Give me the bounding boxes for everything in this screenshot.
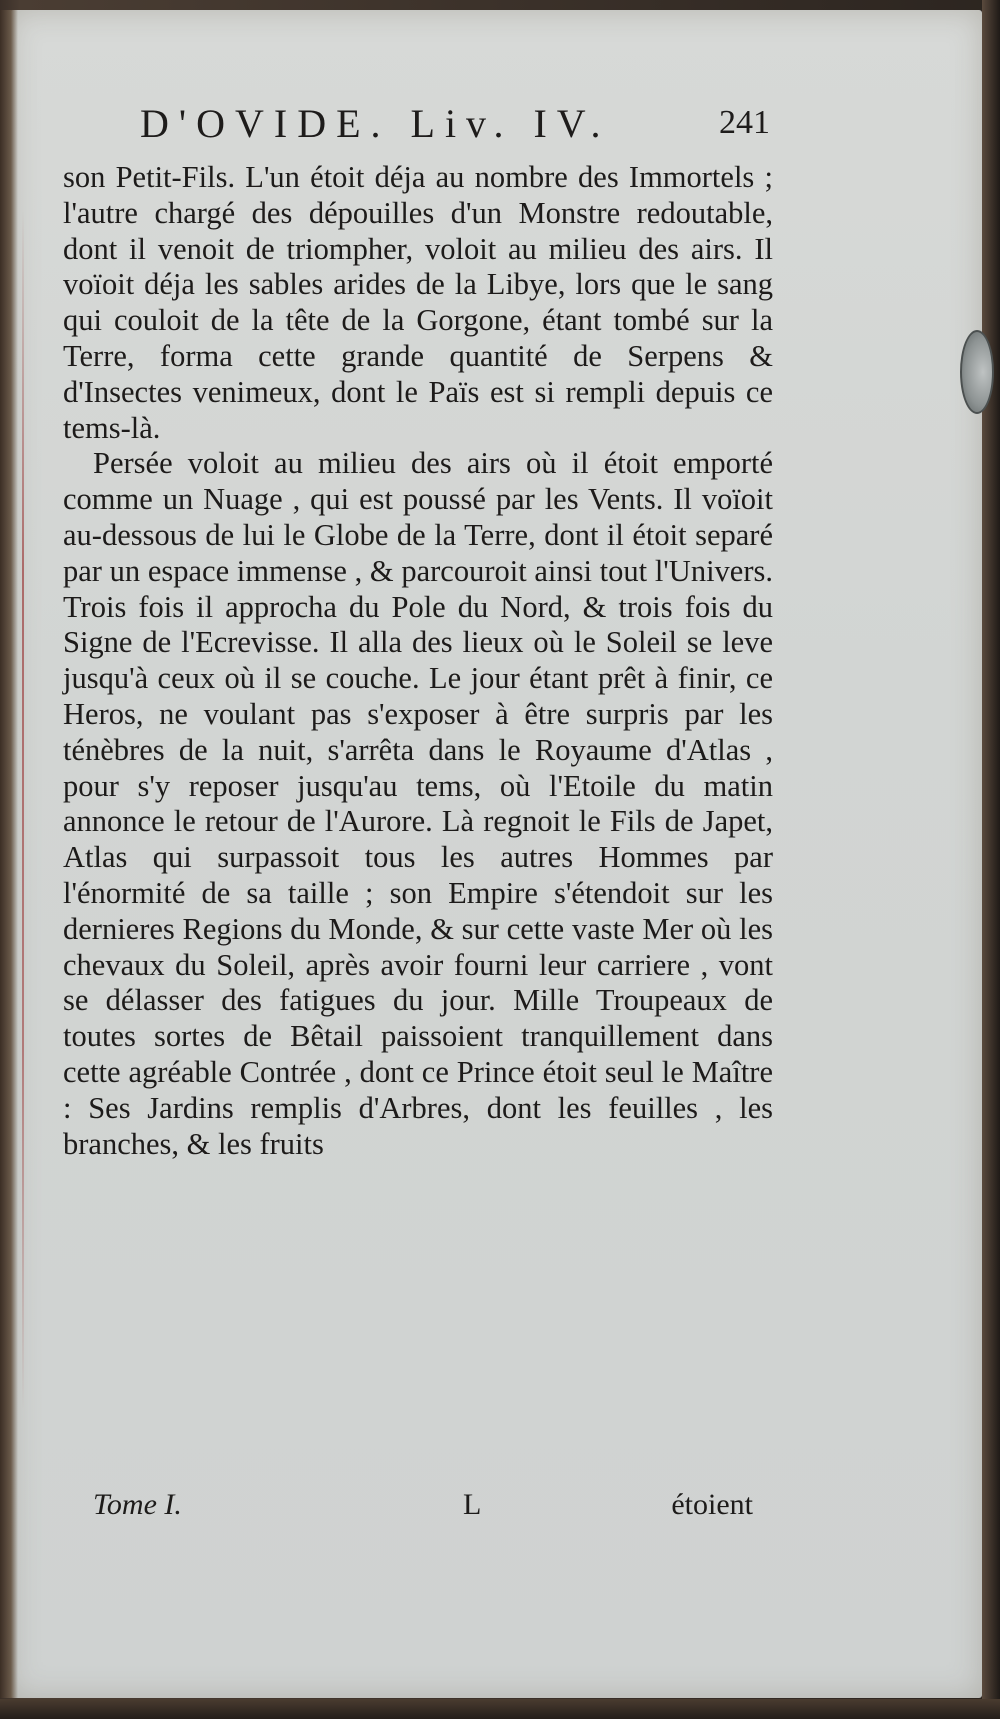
page-footer (93, 1488, 753, 1528)
paragraph: Persée voloit au milieu des airs où il étoit emporté comme un Nuage , qui est poussé par les Vents. Il voïoit au-dessous de lui le Globe de la Terre, dont il étoit separé par un espace immense , & parcouroit ainsi tout l'Univers. Trois fois il approcha du Pole du Nord, & trois fois du Signe de l'Ecrevisse. Il alla des lieux où le Soleil se leve jusqu'à ceux où il se couche. Le jour étant prêt à finir, ce Heros, ne voulant pas s'exposer à être surpris par les ténèbres de la nuit, s'arrêta dans le Royaume d'Atlas , pour s'y reposer jusqu'au tems, où l'Etoile du matin annonce le retour de l'Aurore. Là regnoit le Fils de Japet, Atlas qui surpassoit tous les autres Hommes par l'énormité de sa taille ; son Empire s'étendoit sur les dernieres Regions du Monde, & sur cette vaste Mer où les chevaux du Soleil, après avoir fourni leur carriere , vont se délasser des fatigues du jour. Mille Troupeaux de toutes sortes de Bêtail paissoient tranquillement dans cette agréable Contrée , dont ce Prince étoit seul le Maître : Ses Jardins remplis d'Arbres, dont les feuilles , les branches, & les fruits (63, 446, 773, 1161)
metal-clasp (960, 330, 994, 414)
page-number: 241 (719, 104, 770, 141)
catchword: étoient (671, 1488, 753, 1521)
body-text (63, 160, 773, 1162)
running-title: D'OVIDE. Liv. IV. (140, 101, 611, 146)
running-header (60, 100, 770, 152)
page-edge (982, 0, 1000, 1719)
bottom-edge (0, 1699, 1000, 1719)
paragraph: son Petit-Fils. L'un étoit déja au nombre des Immortels ; l'autre chargé des dépouilles d'un Monstre redoutable, dont il venoit de triompher, voloit au milieu des airs. Il voïoit déja les sables arides de la Libye, lors que le sang qui couloit de la tête de la Gorgone, étant tombé sur la Terre, forma cette grande quantité de Serpens & d'Insectes venimeux, dont le Païs est si rempli depuis ce tems-là. (63, 160, 773, 445)
signature-mark: Tome I. (93, 1488, 182, 1521)
gathering-mark: L (463, 1488, 482, 1521)
margin-stain (22, 210, 24, 1410)
